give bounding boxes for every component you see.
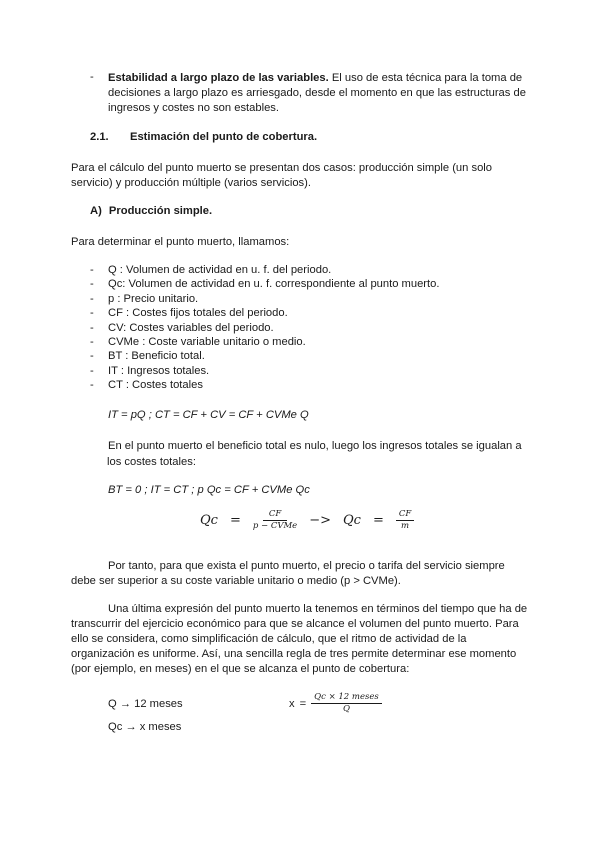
paragraph-line: Por tanto, para que exista el punto muerto, el precio o tarifa del servicio siempre [108, 560, 505, 572]
intro-bullet-line2: decisiones a largo plazo es arriesgado, desde el momento en que las estructuras de [108, 87, 526, 99]
subsection-label: A) [90, 205, 102, 217]
paragraph-price-condition [71, 559, 505, 589]
paragraph-line: Para el cálculo del punto muerto se presentan dos casos: producción simple (un solo [71, 162, 493, 174]
intro-bullet-line3: ingresos y costes no son estables. [108, 102, 280, 114]
definition-item: CV: Costes variables del periodo. [108, 322, 274, 334]
eq-equals-2: = [372, 513, 384, 528]
fraction-cf-margin [253, 509, 297, 532]
intro-bullet-rest: El uso de esta técnica para la toma de [328, 72, 523, 84]
eq-equals: = [299, 697, 307, 710]
equation-zero-profit: BT = 0 ; IT = CT ; p Qc = CF + CVMe Qc [108, 484, 310, 496]
paragraph-line: Una última expresión del punto muerto la tenemos en términos del tiempo que ha de [108, 603, 528, 615]
definition-item: IT : Ingresos totales. [108, 365, 210, 377]
definition-item: CVMe : Coste variable unitario o medio. [108, 336, 306, 348]
section-title: Estimación del punto de cobertura. [130, 131, 318, 143]
paragraph-line: (por ejemplo, en meses) en el que se alcanza el punto de cobertura: [71, 663, 410, 675]
eq-arrow: −> [309, 513, 331, 528]
paragraph-line: los costes totales: [107, 456, 196, 468]
paragraph-intro-defs: Para determinar el punto muerto, llamamos: [71, 236, 290, 248]
fraction-numerator: CF [263, 509, 287, 521]
definition-dash: - [90, 322, 94, 334]
eq-equals: = [229, 513, 241, 528]
equation-time-months [289, 692, 382, 715]
section-number: 2.1. [90, 131, 109, 143]
equation-income-costs: IT = pQ ; CT = CF + CV = CF + CVMe Q [108, 409, 309, 421]
definition-dash: - [90, 365, 94, 377]
paragraph-line: debe ser superior a su coste variable unitario o medio (p > CVMe). [71, 575, 401, 587]
eq-lhs-2: Qc [343, 513, 361, 528]
fraction-denominator: Q [342, 704, 350, 714]
paragraph-break-even [108, 438, 522, 470]
definition-item: Q : Volumen de actividad en u. f. del periodo. [108, 264, 332, 276]
eq-lhs: Qc [200, 513, 218, 528]
definition-item: CF : Costes fijos totales del periodo. [108, 307, 288, 319]
paragraph-time-expression [71, 602, 527, 677]
definition-dash: - [90, 336, 94, 348]
fraction-numerator: Qc × 12 meses [311, 692, 382, 704]
rule-row-q: Q → 12 meses [108, 698, 183, 710]
equation-break-even-quantity [200, 509, 414, 532]
eq-x: x [289, 697, 295, 710]
intro-bullet [108, 71, 526, 116]
intro-bullet-bold: Estabilidad a largo plazo de las variables. [108, 72, 329, 84]
paragraph-cases [71, 161, 492, 191]
subsection-title: Producción simple. [108, 205, 213, 217]
definition-item: CT : Costes totales [108, 379, 203, 391]
paragraph-line: ello se considera, como simplificación de cálculo, que el ritmo de actividad de la [71, 633, 467, 645]
fraction-denominator: p − CVMe [252, 521, 298, 531]
definition-dash: - [90, 264, 94, 276]
bullet-dash: - [90, 71, 94, 83]
fraction-months [311, 692, 382, 715]
subsection-heading [90, 205, 212, 217]
definition-dash: - [90, 293, 94, 305]
paragraph-line: servicio) y producción múltiple (varios servicios). [71, 177, 311, 189]
paragraph-line: organización es uniforme. Así, una sencilla regla de tres permite determinar ese momento [71, 648, 517, 660]
definition-item: BT : Beneficio total. [108, 350, 205, 362]
rule-row-qc: Qc → x meses [108, 721, 182, 733]
fraction-denominator: m [401, 521, 410, 531]
definition-item: Qc: Volumen de actividad en u. f. correspondiente al punto muerto. [108, 278, 440, 290]
section-heading [90, 131, 318, 143]
paragraph-line: transcurrir del ejercicio económico para que se alcance el volumen del punto muerto. Para [71, 618, 519, 630]
definition-dash: - [90, 350, 94, 362]
paragraph-line: En el punto muerto el beneficio total es nulo, luego los ingresos totales se igualan a [108, 440, 522, 452]
fraction-cf-m [396, 509, 414, 532]
definition-dash: - [90, 278, 94, 290]
definition-item: p : Precio unitario. [108, 293, 199, 305]
definition-dash: - [90, 307, 94, 319]
definition-dash: - [90, 379, 94, 391]
fraction-numerator: CF [396, 509, 414, 521]
